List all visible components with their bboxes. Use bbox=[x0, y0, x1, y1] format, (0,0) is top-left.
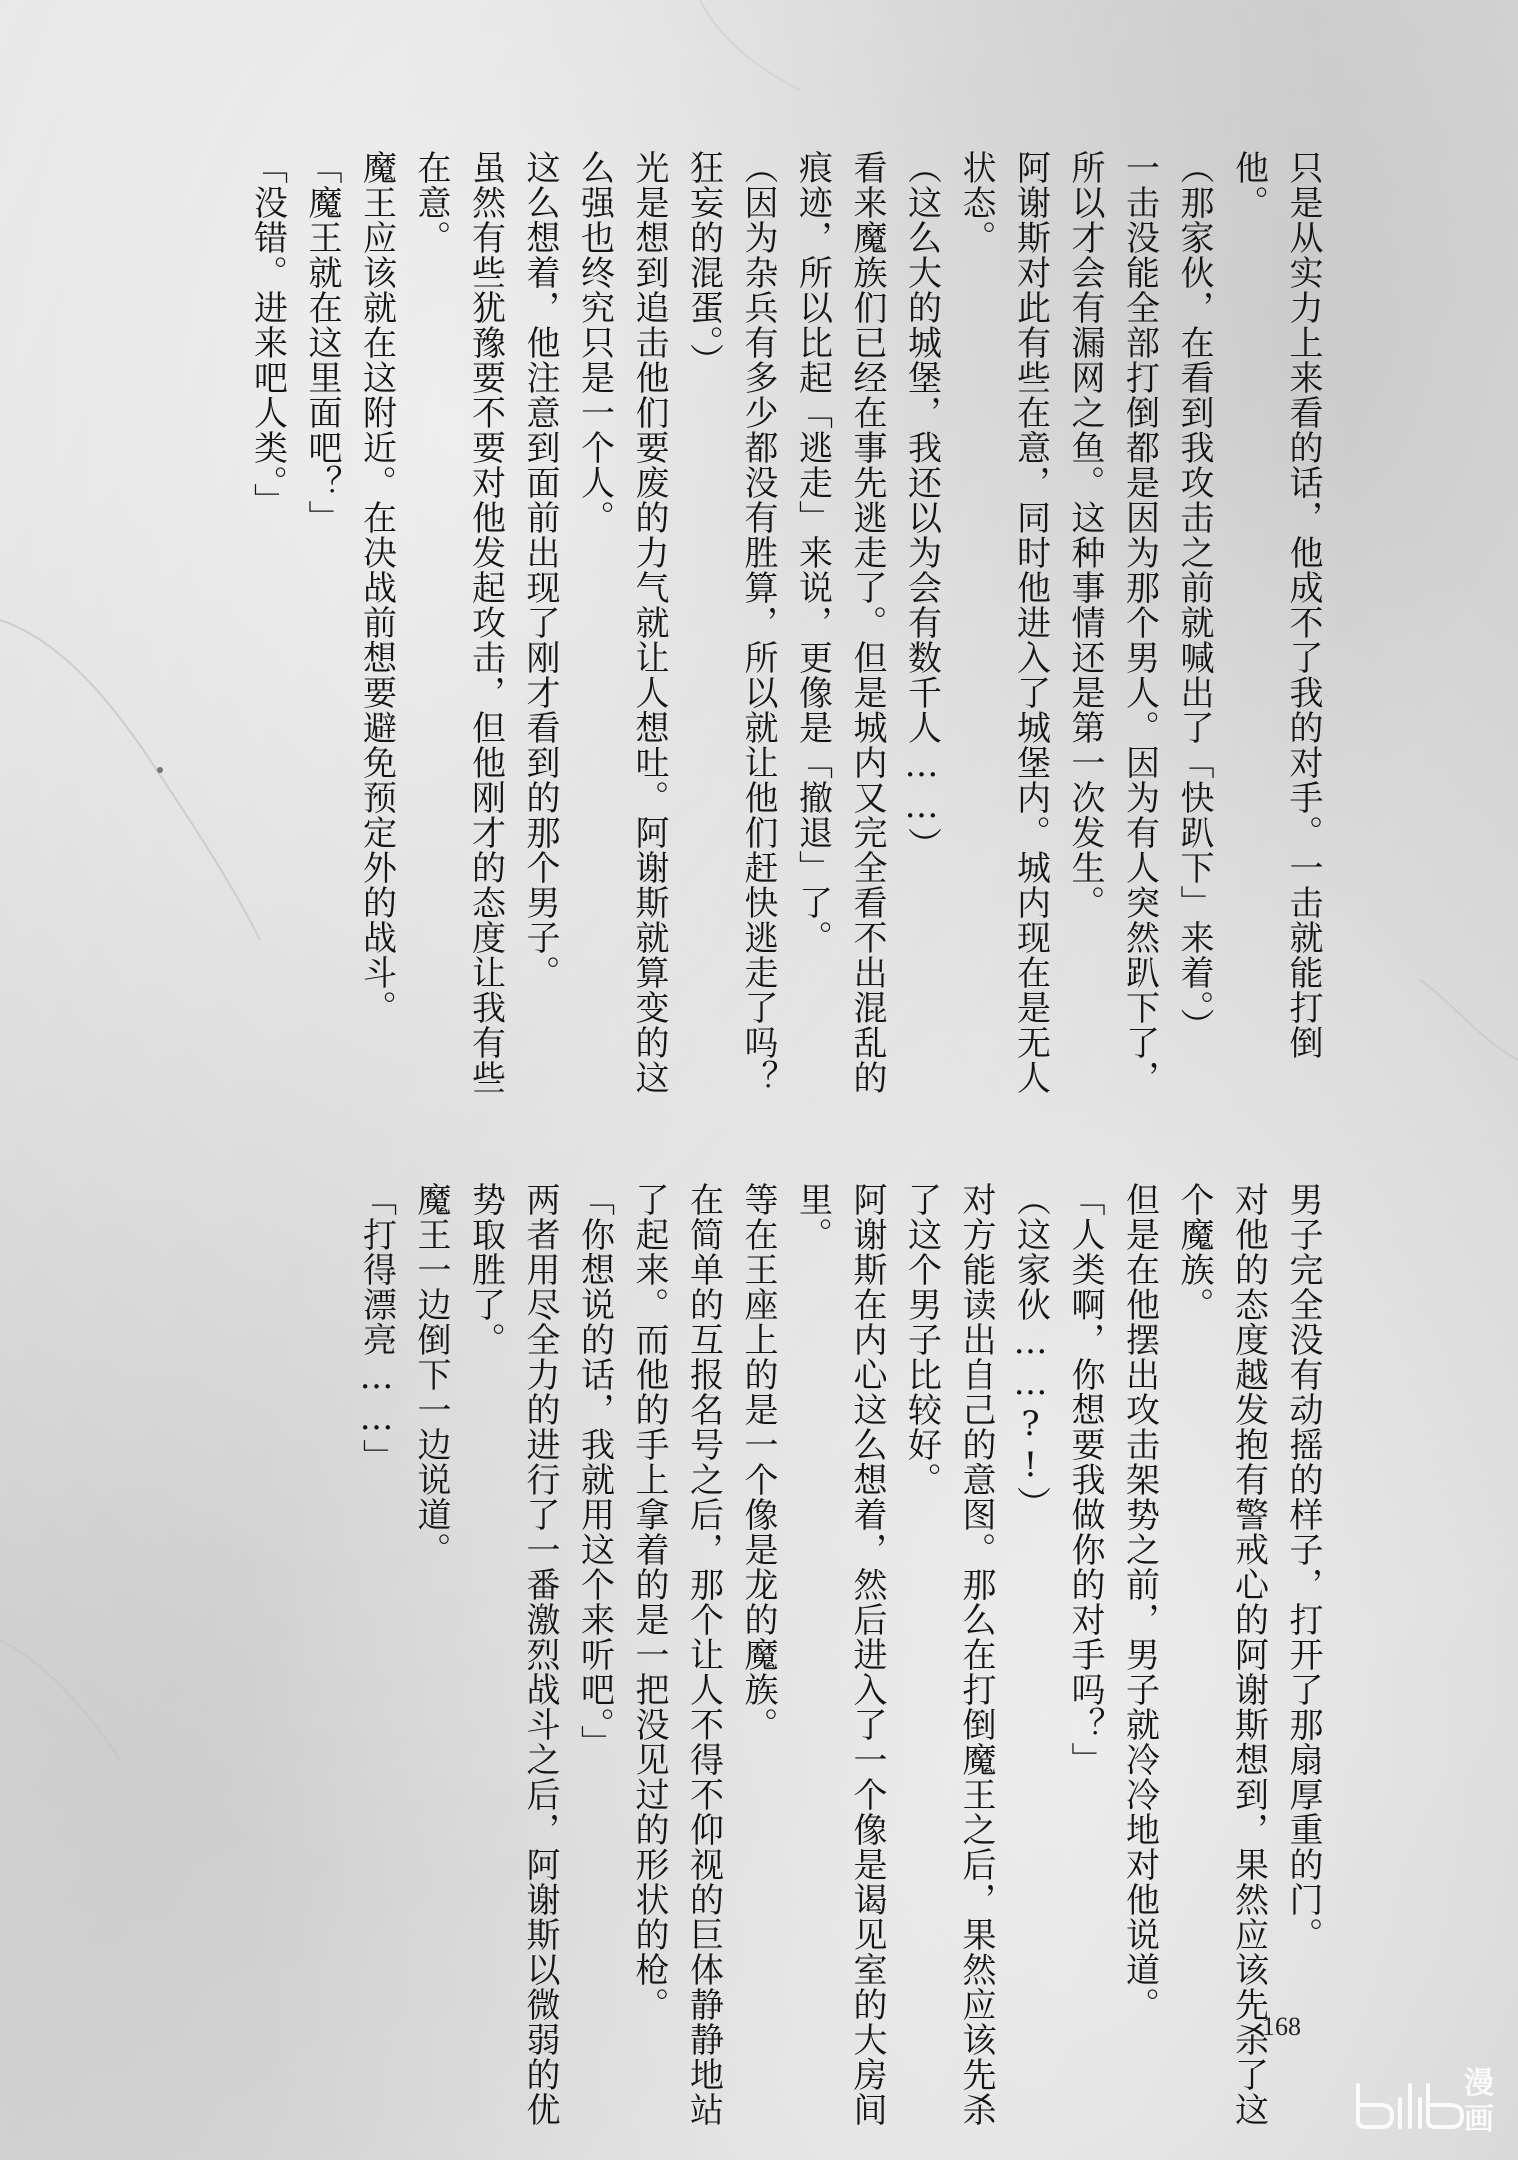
bottom-text-block bbox=[349, 1182, 1330, 2142]
paragraph: （因为杂兵有多少都没有胜算，所以就让他们赶快逃走了吗？狂妄的混蛋。） bbox=[683, 150, 778, 1095]
paragraph: 男子完全没有动摇的样子，打开了那扇厚重的门。 bbox=[1283, 1182, 1323, 1952]
paragraph: 阿谢斯在内心这么想着，然后进入了一个像是谒见室的大房间里。 bbox=[792, 1182, 887, 2127]
paragraph: 两者用尽全力的进行了一番激烈战斗之后，阿谢斯以微弱的优势取胜了。 bbox=[465, 1182, 560, 2127]
paragraph: （那家伙，在看到我攻击之前就喊出了「快趴下」来着。） bbox=[1174, 150, 1214, 1043]
top-text-block bbox=[240, 150, 1330, 1110]
bilibili-manga-logo bbox=[1352, 2055, 1504, 2135]
paragraph: 在简单的互报名号之后，那个让人不得不仰视的巨体静静地站了起来。而他的手上拿着的是一把没见过的形状的枪。 bbox=[629, 1182, 724, 2127]
paragraph: （这么大的城堡，我还以为会有数千人……） bbox=[901, 150, 942, 862]
paragraph: 一击没能全部打倒都是因为那个男人。因为有人突然趴下了，所以才会有漏网之鱼。这种事情还是第一次发生。 bbox=[1065, 150, 1160, 1095]
paragraph: 魔王应该就在这附近。在决战前想要避免预定外的战斗。 bbox=[356, 150, 397, 1025]
paragraph: 对方能读出自己的意图。那么在打倒魔王之后，果然应该先杀了这个男子比较好。 bbox=[901, 1182, 996, 2127]
paragraph: 等在王座上的是一个像是龙的魔族。 bbox=[738, 1182, 778, 1742]
paragraph: 魔王一边倒下一边说道。 bbox=[411, 1182, 451, 1567]
paragraph: 但是在他摆出攻击架势之前，男子就冷冷地对他说道。 bbox=[1119, 1182, 1160, 2022]
svg-text:画: 画 bbox=[1464, 2102, 1494, 2135]
paragraph: 光是想到追击他们要废的力气就让人想吐。阿谢斯就算变的这么强也终究只是一个人。 bbox=[574, 150, 669, 1095]
paragraph: 「魔王就在这里面吧？」 bbox=[302, 150, 342, 535]
paragraph: 「人类啊，你想要我做你的对手吗？」 bbox=[1065, 1182, 1105, 1777]
paragraph: （这家伙……?!） bbox=[1010, 1182, 1051, 1521]
paragraph: 这么想着，他注意到面前出现了刚才看到的那个男子。 bbox=[520, 150, 560, 990]
svg-text:漫: 漫 bbox=[1464, 2066, 1494, 2101]
paragraph: 虽然有些犹豫要不要对他发起攻击，但他刚才的态度让我有些在意。 bbox=[411, 150, 506, 1095]
paragraph: 对他的态度越发抱有警戒心的阿谢斯想到，果然应该先杀了这个魔族。 bbox=[1174, 1182, 1269, 2127]
paragraph: 看来魔族们已经在事先逃走了。但是城内又完全看不出混乱的痕迹，所以比起「逃走」来说，更像是「撤退」了。 bbox=[792, 150, 887, 1095]
paragraph: 「你想说的话，我就用这个来听吧。」 bbox=[574, 1182, 615, 1760]
paragraph: 「打得漂亮……」 bbox=[356, 1182, 397, 1474]
paragraph: 阿谢斯对此有些在意，同时他进入了城堡内。城内现在是无人状态。 bbox=[956, 150, 1051, 1095]
paragraph: 「没错。进来吧人类。」 bbox=[247, 150, 288, 518]
page-number: 168 bbox=[1262, 2012, 1301, 2041]
paragraph: 只是从实力上来看的话，他成不了我的对手。一击就能打倒他。 bbox=[1228, 150, 1323, 1060]
